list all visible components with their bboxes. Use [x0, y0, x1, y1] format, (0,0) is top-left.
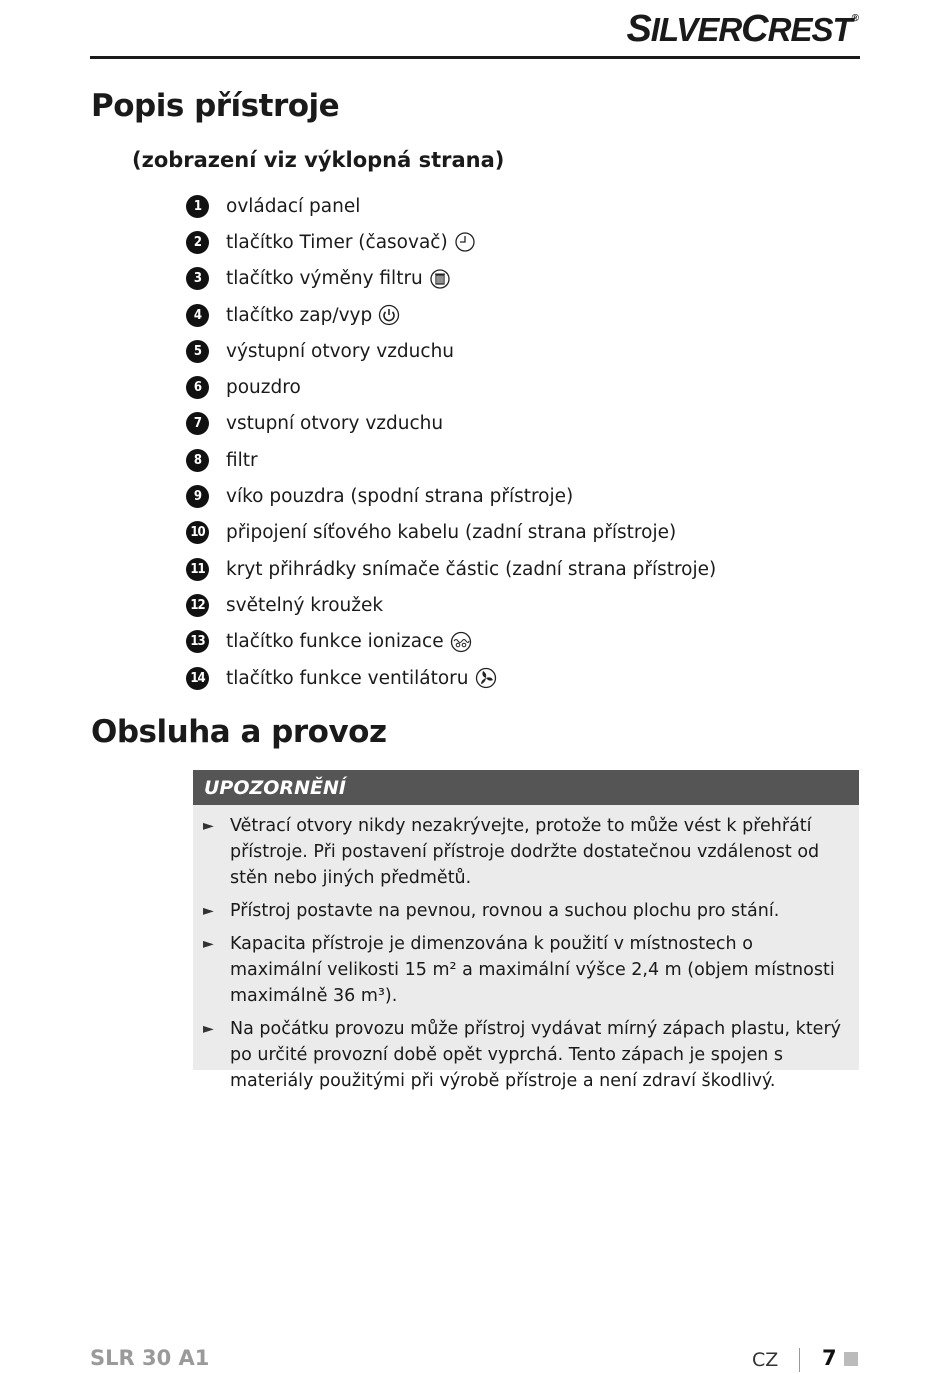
- page-number: 7: [822, 1346, 837, 1370]
- item-label: výstupní otvory vzduchu: [226, 340, 455, 362]
- list-item: [186, 551, 716, 587]
- item-number-badge: 11: [186, 558, 209, 581]
- power-icon: [378, 304, 400, 326]
- list-item: [186, 369, 716, 405]
- list-item: [186, 224, 716, 260]
- item-label: světelný kroužek: [226, 594, 384, 616]
- bullet-arrow-icon: ►: [203, 1021, 214, 1037]
- item-label: připojení síťového kabelu (zadní strana přístroje): [226, 522, 677, 544]
- item-label: tlačítko funkce ventilátoru: [226, 667, 469, 689]
- item-label: ovládací panel: [226, 195, 361, 217]
- warning-heading: UPOZORNĚNÍ: [193, 770, 859, 805]
- clock-icon: [454, 231, 476, 253]
- item-label: tlačítko zap/vyp: [226, 304, 373, 326]
- item-number-badge: 9: [186, 485, 209, 508]
- warning-list: [203, 813, 845, 1094]
- footer-divider: [799, 1348, 800, 1372]
- item-number-badge: 5: [186, 340, 209, 363]
- section-subtitle: (zobrazení viz výklopná strana): [132, 148, 505, 172]
- footer-model: SLR 30 A1: [90, 1346, 210, 1370]
- list-item: [186, 587, 716, 623]
- warning-text: Větrací otvory nikdy nezakrývejte, protože to může vést k přehřátí přístroje. Při postavení přístroje dodržte dostatečnou vzdálenost od stěn nebo jiných předmětů.: [230, 816, 820, 888]
- bullet-arrow-icon: ►: [203, 818, 214, 834]
- warning-box: [193, 805, 859, 1091]
- parts-list: [186, 188, 716, 696]
- item-number-badge: 7: [186, 412, 209, 435]
- item-label: tlačítko Timer (časovač): [226, 231, 448, 253]
- list-item: [186, 261, 716, 297]
- item-number-badge: 3: [186, 267, 209, 290]
- item-label: kryt přihrádky snímače částic (zadní strana přístroje): [226, 558, 717, 580]
- item-number-badge: 12: [186, 594, 209, 617]
- item-label: tlačítko výměny filtru: [226, 268, 423, 290]
- warning-text: Na počátku provozu může přístroj vydávat mírný zápach plastu, který po určité provozní době opět vyprchá. Tento zápach je spojen s materiály použitými při výrobě přístroje a není zdraví škodlivý.: [230, 1019, 841, 1091]
- warning-item: [203, 898, 845, 924]
- item-number-badge: 2: [186, 231, 209, 254]
- item-label: tlačítko funkce ionizace: [226, 631, 444, 653]
- fan-icon: [475, 667, 497, 689]
- item-label: filtr: [226, 449, 258, 471]
- item-number-badge: 6: [186, 376, 209, 399]
- bullet-arrow-icon: ►: [203, 903, 214, 919]
- warning-item: [203, 1016, 845, 1094]
- item-label: vstupní otvory vzduchu: [226, 413, 444, 435]
- list-item: [186, 442, 716, 478]
- footer-language: CZ: [752, 1349, 779, 1371]
- section-title-operation: Obsluha a provoz: [91, 714, 387, 750]
- list-item: [186, 333, 716, 369]
- section-title-description: Popis přístroje: [91, 88, 340, 124]
- list-item: [186, 660, 716, 696]
- list-item: [186, 297, 716, 333]
- brand-logo: SILVERCREST®: [626, 8, 858, 50]
- item-number-badge: 10: [186, 521, 209, 544]
- list-item: [186, 188, 716, 224]
- warning-item: [203, 813, 845, 891]
- warning-text: Přístroj postavte na pevnou, rovnou a suchou plochu pro stání.: [230, 901, 780, 921]
- item-number-badge: 1: [186, 195, 209, 218]
- filter-icon: [429, 268, 451, 290]
- item-label: víko pouzdra (spodní strana přístroje): [226, 486, 574, 508]
- item-label: pouzdro: [226, 377, 301, 399]
- warning-text: Kapacita přístroje je dimenzována k použití v místnostech o maximální velikosti 15 m² a maximální výšce 2,4 m (objem místnosti maximálně 36 m³).: [230, 934, 835, 1006]
- warning-item: [203, 931, 845, 1009]
- list-item: [186, 406, 716, 442]
- bullet-arrow-icon: ►: [203, 936, 214, 952]
- header-rule: [90, 56, 860, 59]
- item-number-badge: 4: [186, 304, 209, 327]
- ionizer-icon: [450, 631, 472, 653]
- item-number-badge: 13: [186, 630, 209, 653]
- footer-square-icon: [844, 1352, 858, 1366]
- list-item: [186, 515, 716, 551]
- list-item: [186, 624, 716, 660]
- list-item: [186, 478, 716, 514]
- item-number-badge: 14: [186, 667, 209, 690]
- item-number-badge: 8: [186, 449, 209, 472]
